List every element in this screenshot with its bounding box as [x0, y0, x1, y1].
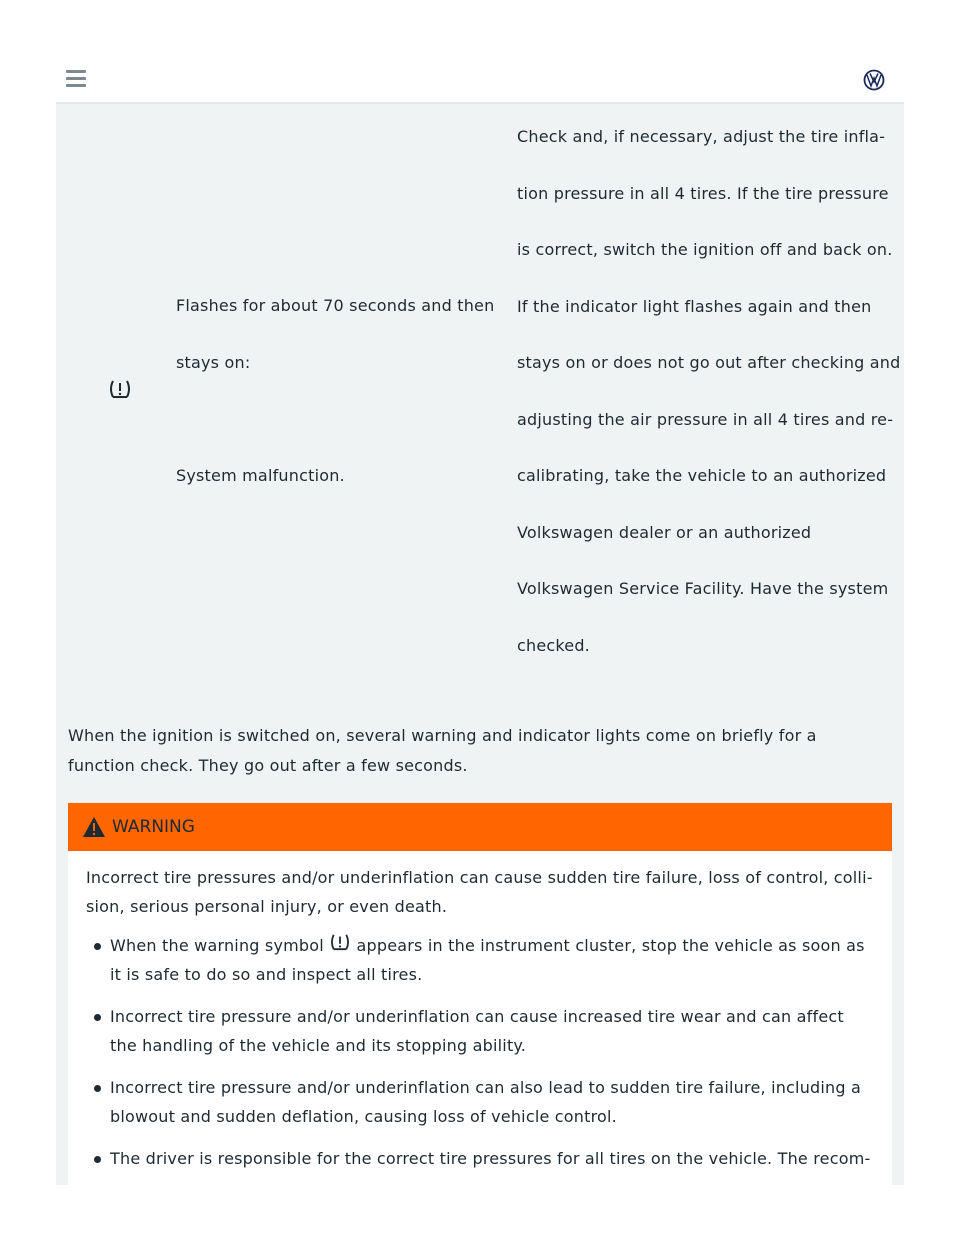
bullet-text: appears in the instrument cluster, stop the vehicle as soon as it is safe to do so and inspect all tires.: [110, 936, 865, 984]
condition-column: [176, 278, 494, 504]
bullet-text: When the warning symbol: [110, 936, 330, 955]
top-bar: [56, 0, 904, 104]
action-line: Volkswagen Service Facility. Have the system: [517, 579, 889, 598]
condition-line: [176, 391, 494, 448]
warning-bullet: [110, 931, 874, 989]
vw-logo-icon[interactable]: [863, 69, 885, 91]
warning-bullet: The driver is responsible for the correct tire pressures for all tires on the vehicle. The recom-: [110, 1144, 874, 1173]
action-line: checked.: [517, 635, 590, 655]
tire-pressure-warning-icon: [108, 379, 132, 399]
condition-line: Flashes for about 70 seconds and then: [176, 296, 495, 315]
warning-intro: Incorrect tire pressures and/or underinflation can cause sudden tire failure, loss of control, colli-sion, serious personal injury, or even death.: [86, 868, 873, 916]
content-area: [56, 104, 904, 1185]
hamburger-menu-icon[interactable]: [66, 70, 86, 91]
tire-pressure-warning-icon: [329, 933, 351, 951]
action-line: calibrating, take the vehicle to an authorized: [517, 466, 887, 485]
action-line: stays on or does not go out after checking and: [517, 353, 901, 372]
action-line: adjusting the air pressure in all 4 tires and re-: [517, 409, 894, 429]
warning-header: [68, 803, 892, 851]
action-column: [517, 109, 901, 674]
warning-bullet: Incorrect tire pressure and/or underinflation can cause increased tire wear and can affect the handling of the vehicle and its stopping ability.: [110, 1002, 874, 1060]
warning-triangle-icon: [82, 816, 106, 838]
action-line: If the indicator light flashes again and then: [517, 296, 872, 316]
warning-bullet: Incorrect tire pressure and/or underinflation can also lead to sudden tire failure, including a blowout and sudden deflation, causing loss of vehicle control.: [110, 1073, 874, 1131]
condition-line: stays on:: [176, 352, 251, 372]
action-line: is correct, switch the ignition off and back on.: [517, 240, 893, 259]
action-line: Check and, if necessary, adjust the tire infla-: [517, 127, 886, 146]
warning-box: [68, 803, 892, 1193]
condition-line: System malfunction.: [176, 465, 345, 485]
action-line: tion pressure in all 4 tires. If the tire pressure: [517, 183, 889, 203]
action-line: Volkswagen dealer or an authorized: [517, 522, 812, 542]
info-paragraph: When the ignition is switched on, several warning and indicator lights come on briefly for a function check. They go out after a few seconds.: [68, 726, 817, 775]
warning-title: WARNING: [112, 817, 195, 837]
